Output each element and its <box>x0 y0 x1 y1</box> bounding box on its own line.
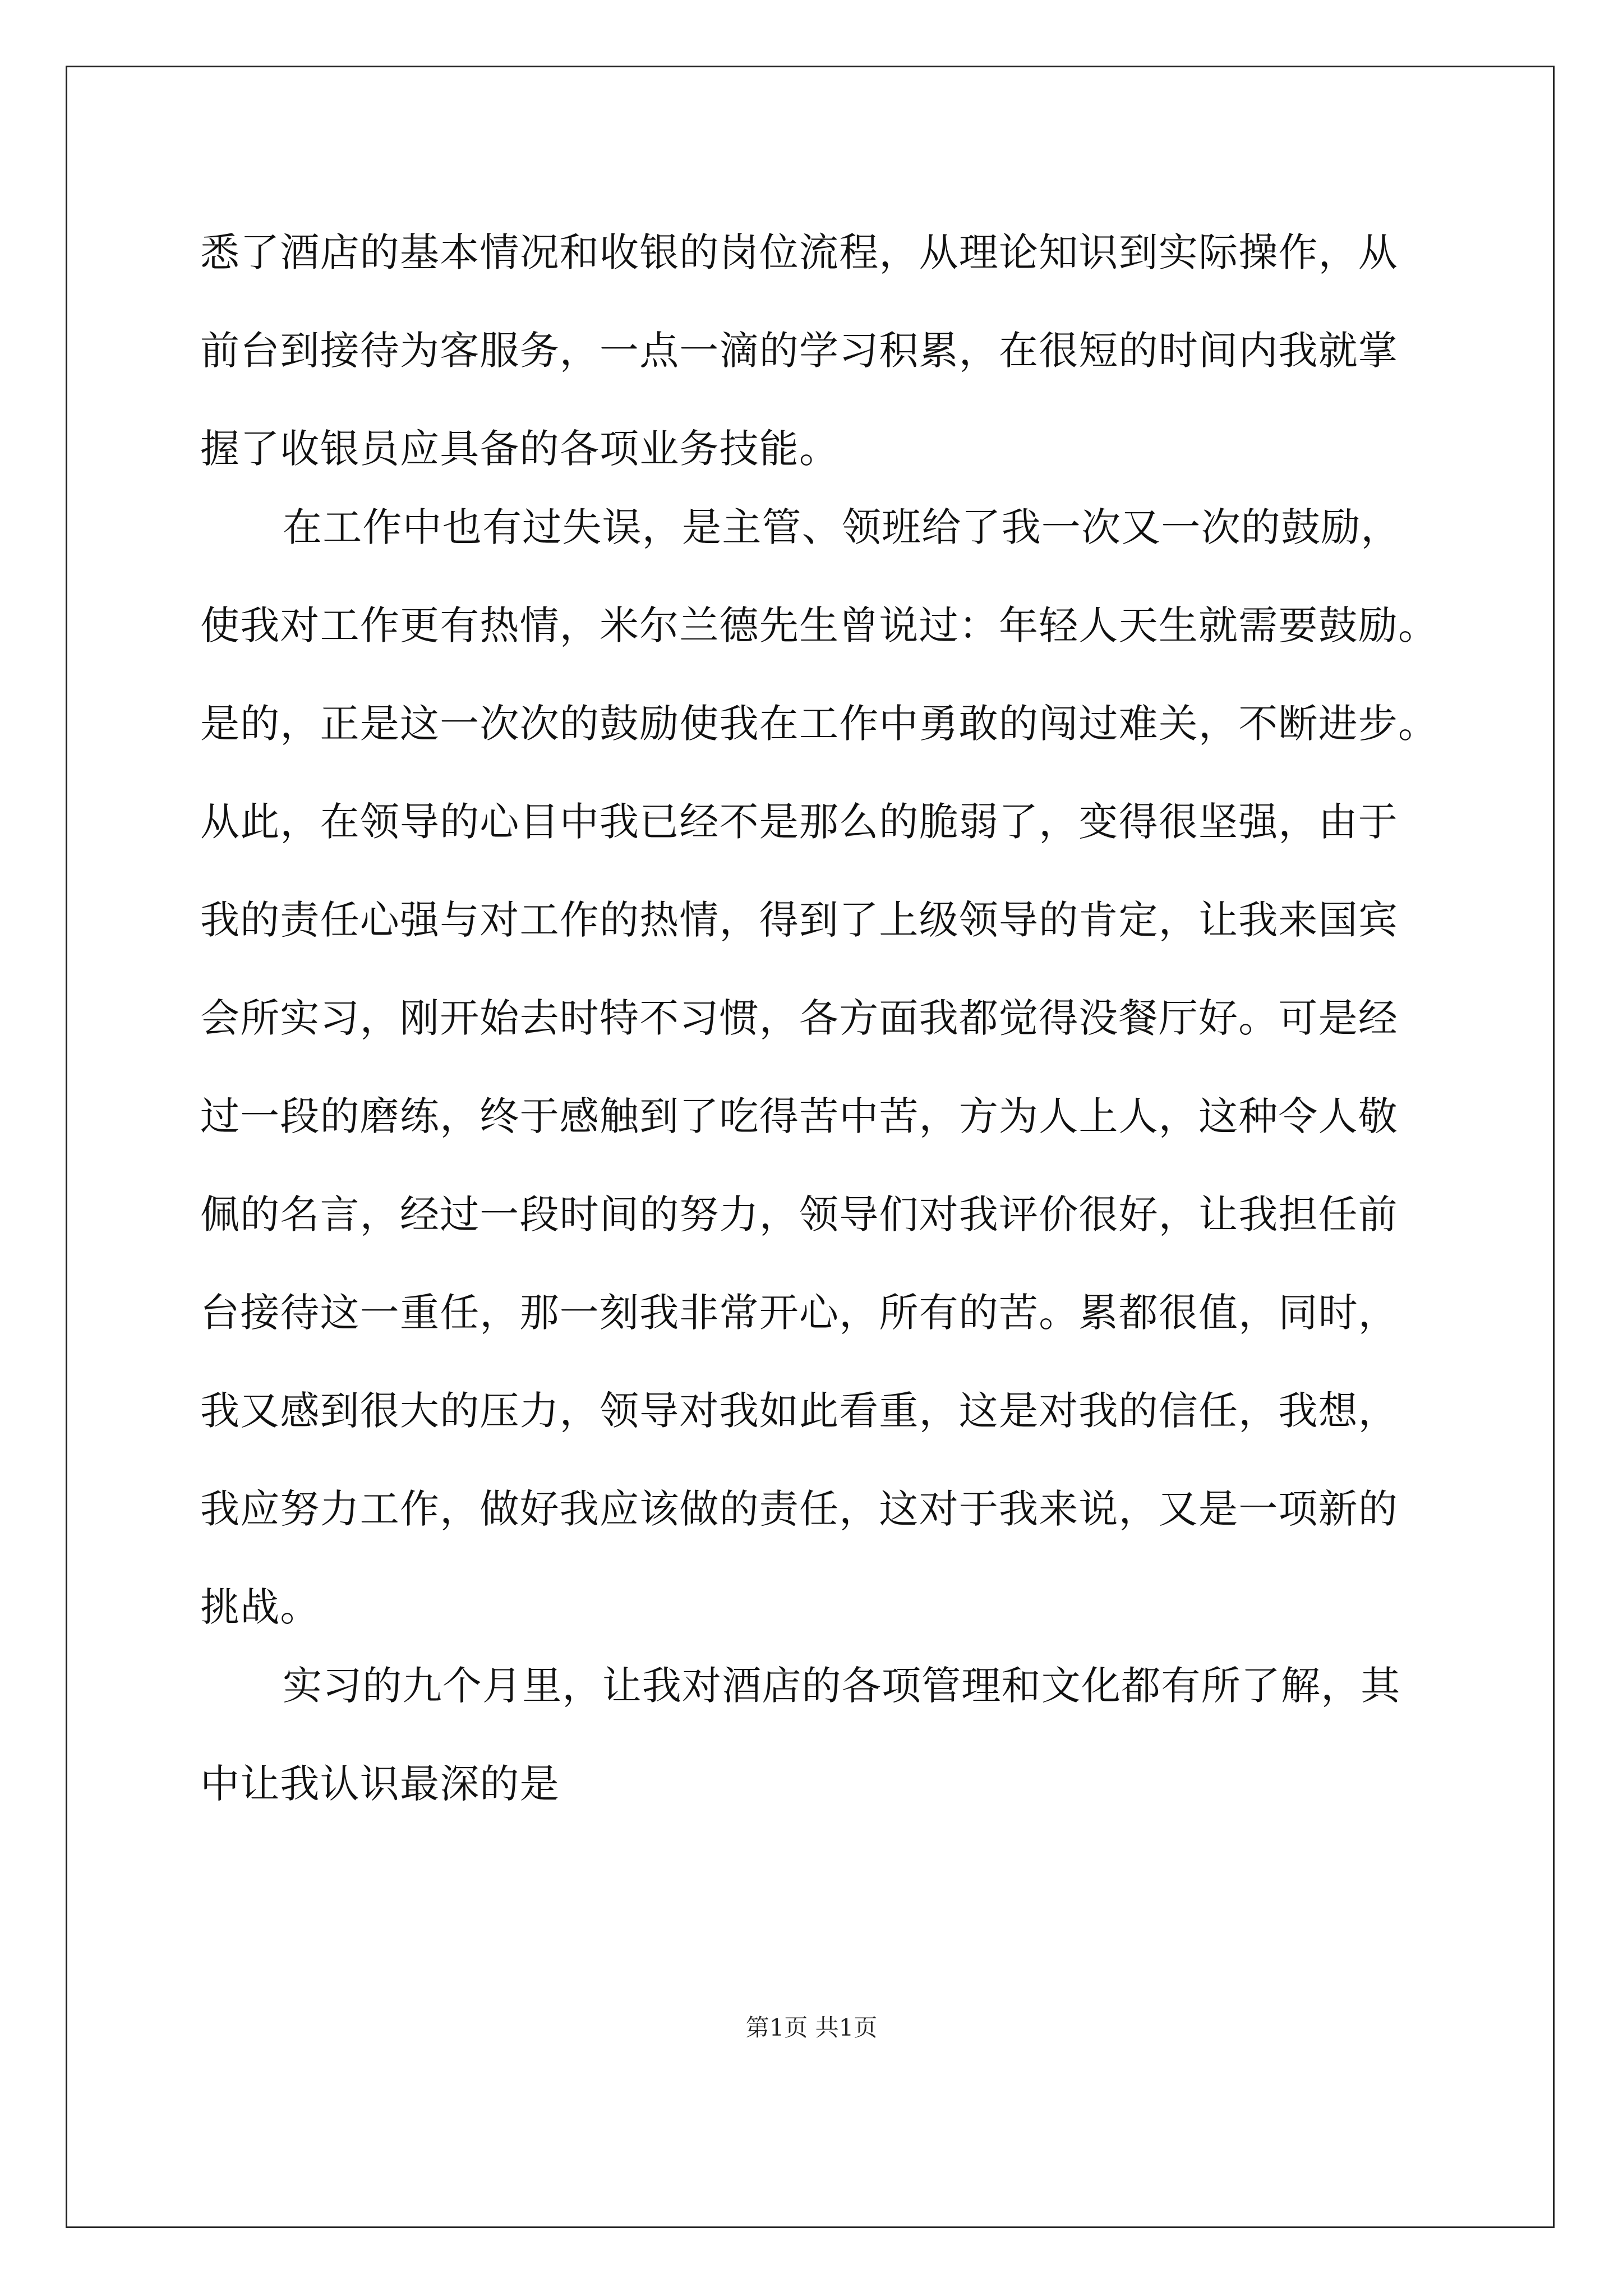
text-line: 台接待这一重任，那一刻我非常开心，所有的苦。累都很值，同时， <box>200 1290 1398 1336</box>
text-line: 佩的名言，经过一段时间的努力，领导们对我评价很好，让我担任前 <box>200 1191 1398 1237</box>
text-line: 前台到接待为客服务，一点一滴的学习积累，在很短的时间内我就掌 <box>200 328 1398 374</box>
page-number-footer: 第1页 共1页 <box>745 2014 878 2041</box>
text-line: 是的，正是这一次次的鼓励使我在工作中勇敢的闯过难关，不断进步。 <box>200 701 1438 747</box>
paragraph-first-line: 在工作中也有过失误，是主管、领班给了我一次又一次的鼓励， <box>283 504 1401 550</box>
paragraph-first-line: 实习的九个月里，让我对酒店的各项管理和文化都有所了解，其 <box>283 1663 1401 1709</box>
text-line: 使我对工作更有热情，米尔兰德先生曾说过：年轻人天生就需要鼓励。 <box>200 602 1438 648</box>
text-line: 我又感到很大的压力，领导对我如此看重，这是对我的信任，我想， <box>200 1388 1398 1434</box>
text-line: 会所实习，刚开始去时特不习惯，各方面我都觉得没餐厅好。可是经 <box>200 995 1398 1041</box>
text-line: 从此，在领导的心目中我已经不是那么的脆弱了，变得很坚强，由于 <box>200 799 1398 845</box>
page-border <box>66 66 1555 2228</box>
text-line: 中让我认识最深的是 <box>200 1761 560 1807</box>
text-line: 过一段的磨练，终于感触到了吃得苦中苦，方为人上人，这种令人敬 <box>200 1093 1398 1139</box>
text-line: 我应努力工作，做好我应该做的责任，这对于我来说，又是一项新的 <box>200 1486 1398 1532</box>
text-line: 我的责任心强与对工作的热情，得到了上级领导的肯定，让我来国宾 <box>200 897 1398 943</box>
text-line: 握了收银员应具备的各项业务技能。 <box>200 426 840 472</box>
text-line: 悉了酒店的基本情况和收银的岗位流程，从理论知识到实际操作，从 <box>200 229 1398 275</box>
text-line: 挑战。 <box>200 1584 320 1630</box>
